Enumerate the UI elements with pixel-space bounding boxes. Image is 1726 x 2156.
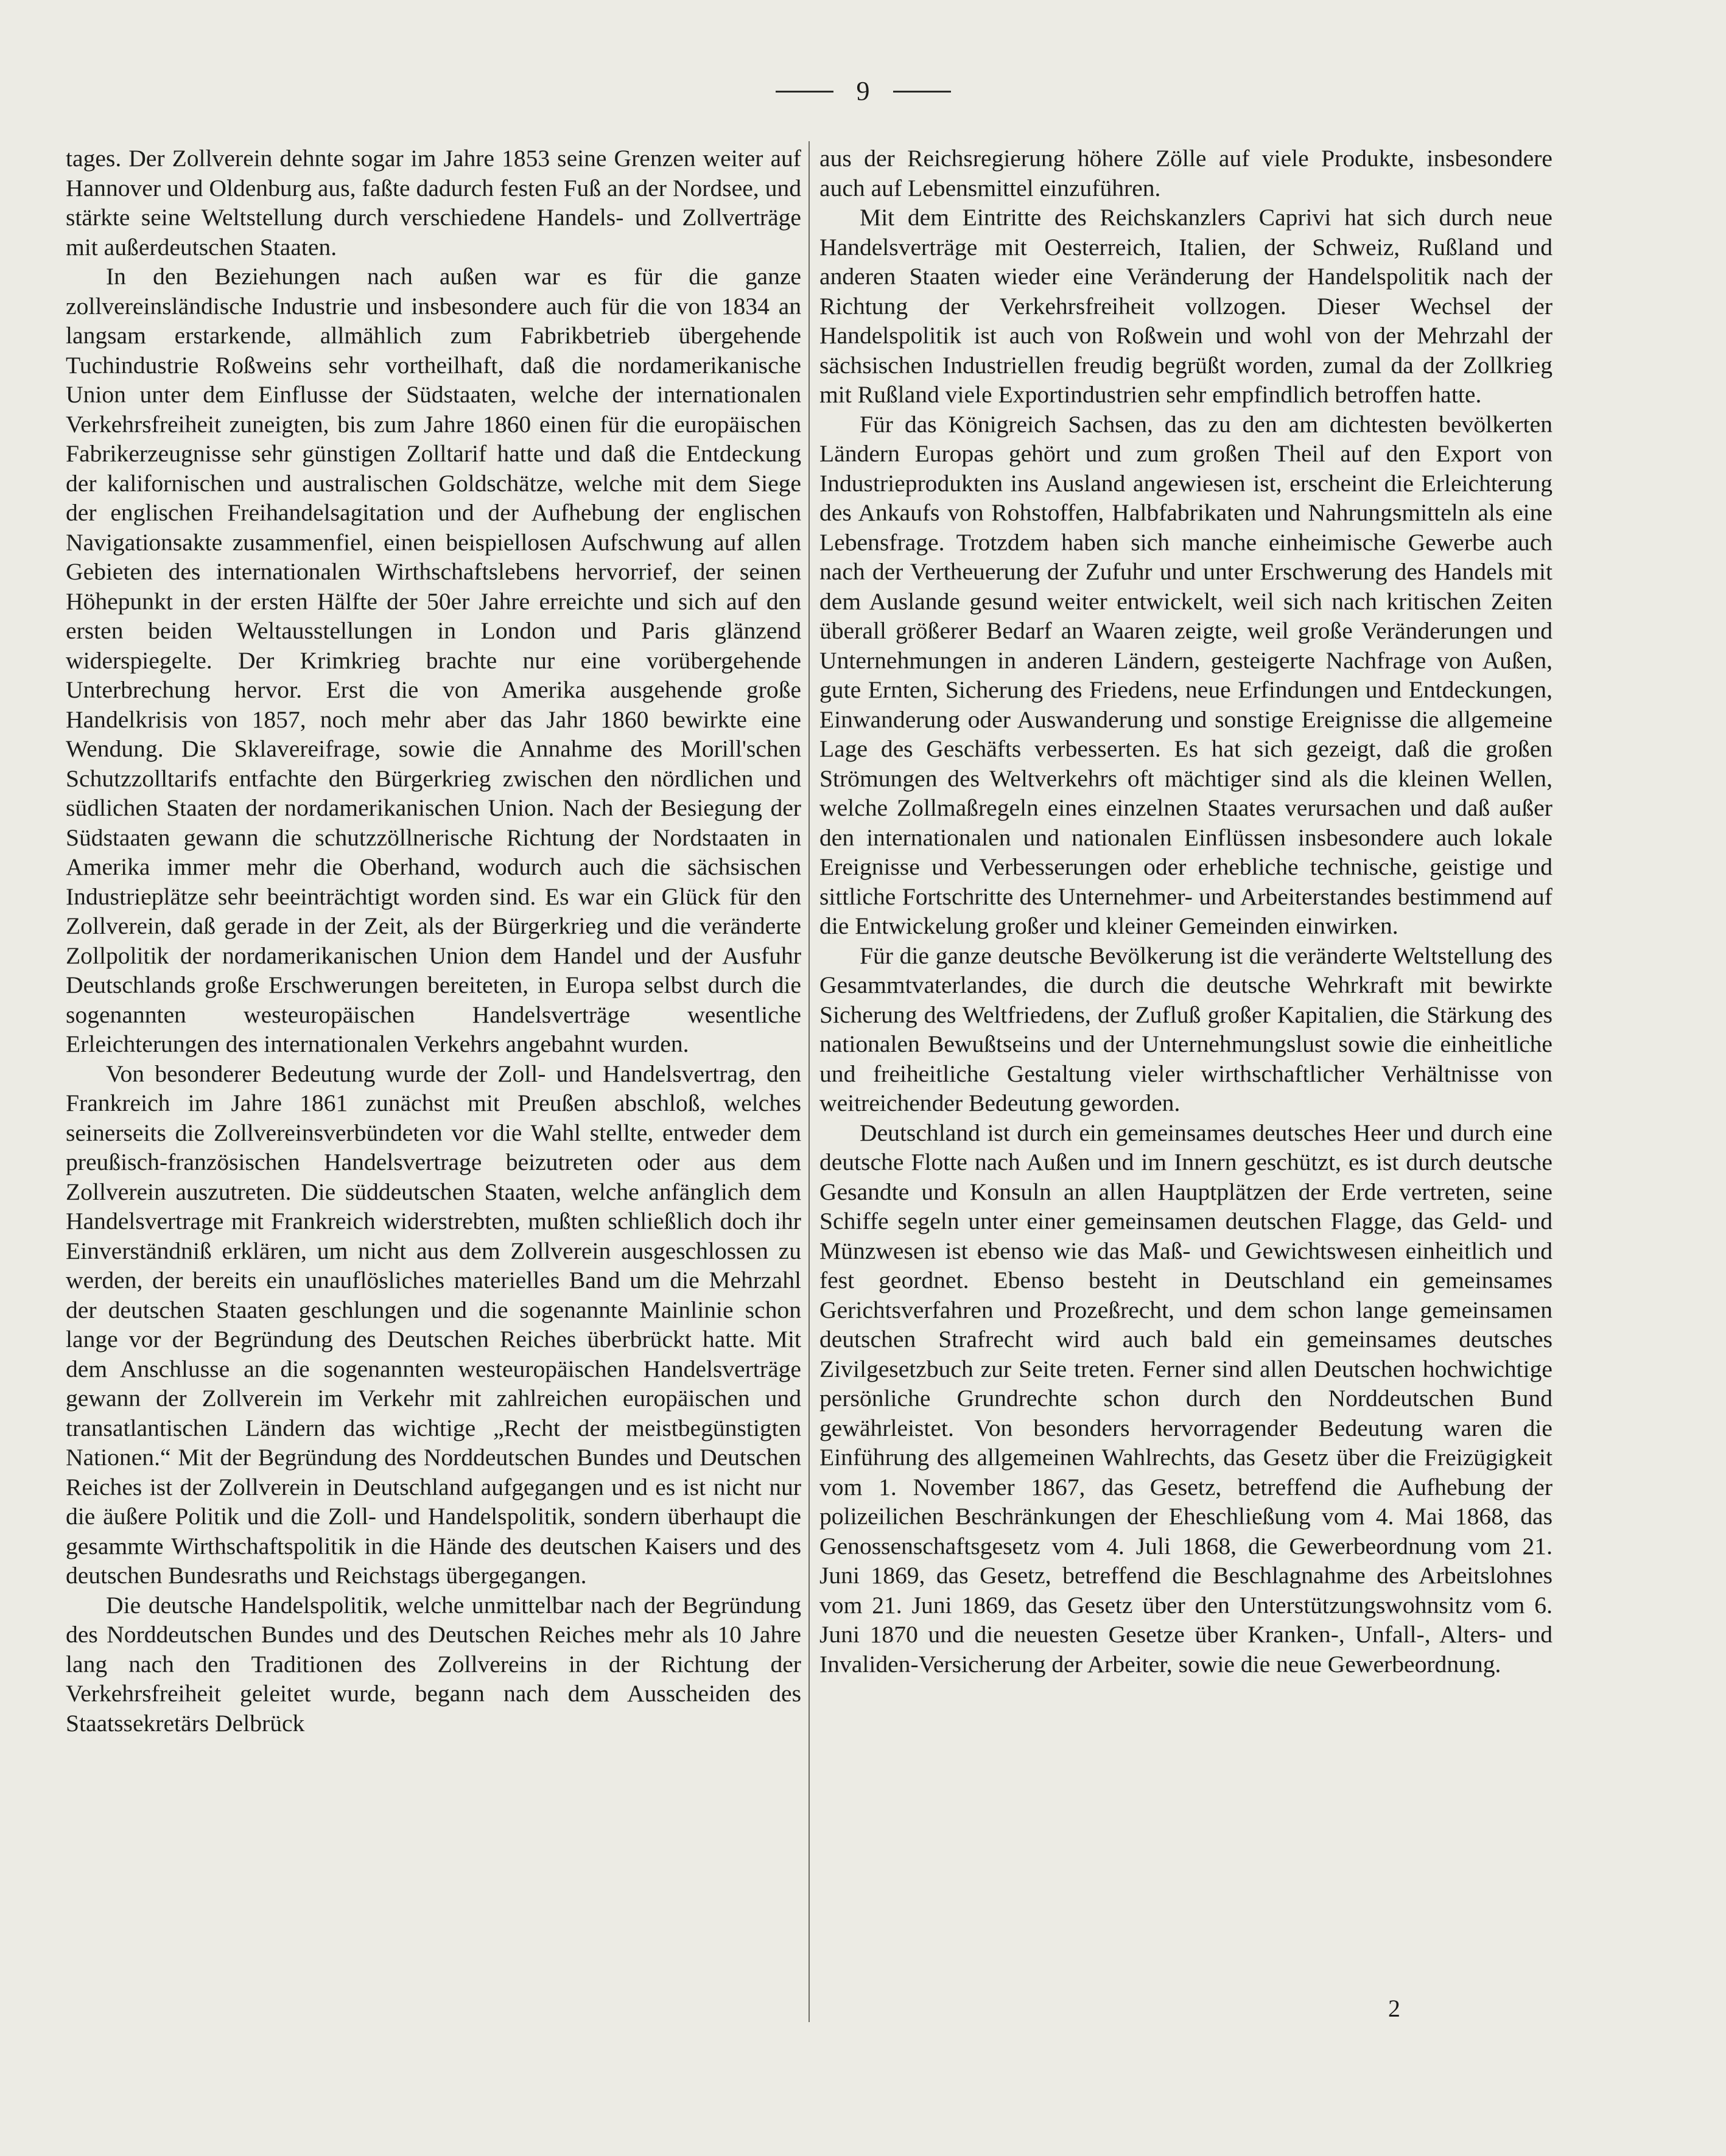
right-column [819,144,1552,1679]
paragraph: aus der Reichsregierung höhere Zölle auf viele Produkte, insbesondere auch auf Lebensmittel einzuführen. [819,145,1552,201]
paragraph: Für die ganze deutsche Bevölkerung ist die veränderte Weltstellung des Gesammtvaterlandes, die durch die deutsche Wehrkraft mit bewirkte Sicherung des Weltfriedens, der Zufluß großer Kapitalien, die Stärkung des nationalen Bewußtseins und der Unternehmungslust sowie die einheitliche und freiheitliche Gestaltung vieler wirthschaftlicher Verhältnisse von weitreichender Bedeutung geworden. [819,942,1552,1116]
header-rule-left [776,91,833,93]
paragraph: Für das Königreich Sachsen, das zu den am dichtesten bevölkerten Ländern Europas gehört und zum großen Theil auf den Export von Industrieprodukten ins Ausland angewiesen ist, erscheint die Erleichterung des Ankaufs von Rohstoffen, Halbfabrikaten und Nahrungsmitteln als eine Lebensfrage. Trotzdem haben sich manche einheimische Gewerbe auch nach der Vertheuerung der Zufuhr und unter Erschwerung des Handels mit dem Auslande gesund weiter entwickelt, weil sich nach kritischen Zeiten überall größerer Bedarf an Waaren zeigte, weil große Veränderungen und Unternehmungen in anderen Ländern, gesteigerte Nachfrage von Außen, gute Ernten, Sicherung des Friedens, neue Erfindungen und Entdeckungen, Einwanderung oder Auswanderung und sonstige Ereignisse die allgemeine Lage des Geschäfts verbesserten. Es hat sich gezeigt, daß die großen Strömungen des Weltverkehrs oft mächtiger sind als die kleinen Wellen, welche Zollmaßregeln eines einzelnen Staates verursachen und daß außer den internationalen und nationalen Einflüssen insbesondere auch lokale Ereignisse und Verbesserungen oder erhebliche technische, geistige und sittliche Fortschritte des Unternehmer- und Arbeiterstandes bestimmend auf die Entwickelung großer und kleiner Gemeinden einwirken. [819,410,1552,939]
page-header [0,78,1726,105]
paragraph: Die deutsche Handelspolitik, welche unmittelbar nach der Begründung des Norddeutschen Bundes und des Deutschen Reiches mehr als 10 Jahre lang nach den Traditionen des Zollvereins in der Richtung der Verkehrsfreiheit geleitet wurde, begann nach dem Ausscheiden des Staatssekretärs Delbrück [66,1591,801,1737]
header-rule-right [893,91,951,93]
paragraph: Von besonderer Bedeutung wurde der Zoll- und Handelsvertrag, den Frankreich im Jahre 1861 zunächst mit Preußen abschloß, welches seinerseits die Zollvereinsverbündeten vor die Wahl stellte, entweder dem preußisch-französischen Handelsvertrage beizutreten oder aus dem Zollverein auszutreten. Die süddeutschen Staaten, welche anfänglich dem Handelsvertrage mit Frankreich widerstrebten, mußten schließlich doch ihr Einverständniß erklären, um nicht aus dem Zollverein ausgeschlossen zu werden, der bereits ein unauflösliches materielles Band um die Mehrzahl der deutschen Staaten geschlungen und die sogenannte Mainlinie schon lange vor der Begründung des Deutschen Reiches überbrückt hatte. Mit dem Anschlusse an die sogenannten westeuropäischen Handelsverträge gewann der Zollverein im Verkehr mit zahlreichen europäischen und transatlantischen Ländern das wichtige „Recht der meistbegünstigten Nationen.“ Mit der Begründung des Norddeutschen Bundes und Deutschen Reiches ist der Zollverein in Deutschland aufgegangen und es ist nicht nur die äußere Politik und die Zoll- und Handelspolitik, sondern überhaupt die gesammte Wirthschaftspolitik in die Hände des deutschen Kaisers und des deutschen Bundesraths und Reichstags übergegangen. [66,1060,801,1589]
paragraph: Mit dem Eintritte des Reichskanzlers Caprivi hat sich durch neue Handelsverträge mit Oesterreich, Italien, der Schweiz, Rußland und anderen Staaten wieder eine Veränderung der Handelspolitik nach der Richtung der Verkehrsfreiheit vollzogen. Dieser Wechsel der Handelspolitik ist auch von Roßwein und wohl von der Mehrzahl der sächsischen Industriellen freudig begrüßt worden, zumal da der Zollkrieg mit Rußland viele Exportindustrien sehr empfindlich betroffen hatte. [819,204,1552,408]
signature-mark: 2 [1388,1995,1400,2022]
column-divider [809,141,810,2022]
page-number: 9 [856,76,870,106]
left-column [66,144,801,1738]
paragraph: In den Beziehungen nach außen war es für die ganze zollvereinsländische Industrie und insbesondere auch für die von 1834 an langsam erstarkende, allmählich zum Fabrikbetrieb übergehende Tuchindustrie Roßweins sehr vortheilhaft, daß die nordamerikanische Union unter dem Einflusse der Südstaaten, welche der internationalen Verkehrsfreiheit zuneigten, bis zum Jahre 1860 einen für die europäischen Fabrikerzeugnisse sehr günstigen Zolltarif hatte und daß die Entdeckung der kalifornischen und australischen Goldschätze, welche mit dem Siege der englischen Freihandelsagitation und der Aufhebung der englischen Navigationsakte zusammenfiel, einen beispiellosen Aufschwung auf allen Gebieten des internationalen Wirthschaftslebens hervorrief, der seinen Höhepunkt in der ersten Hälfte der 50er Jahre erreichte und sich auf den ersten beiden Weltausstellungen in London und Paris glänzend widerspiegelte. Der Krimkrieg brachte nur eine vorübergehende Unterbrechung hervor. Erst die von Amerika ausgehende große Handelkrisis von 1857, noch mehr aber das Jahr 1860 bewirkte eine Wendung. Die Sklavereifrage, sowie die Annahme des Morill'schen Schutzzolltarifs entfachte den Bürgerkrieg zwischen den nördlichen und südlichen Staaten der nordamerikanischen Union. Nach der Besiegung der Südstaaten gewann die schutzzöllnerische Richtung der Nordstaaten in Amerika immer mehr die Oberhand, wodurch auch die sächsischen Industrieplätze sehr beeinträchtigt worden sind. Es war ein Glück für den Zollverein, daß gerade in der Zeit, als der Bürgerkrieg und die veränderte Zollpolitik der nordamerikanischen Union dem Handel und der Ausfuhr Deutschlands große Erschwerungen bereiteten, in Europa selbst durch die sogenannten westeuropäischen Handelsverträge wesentliche Erleichterungen des internationalen Verkehrs angebahnt wurden. [66,263,801,1057]
paragraph: tages. Der Zollverein dehnte sogar im Jahre 1853 seine Grenzen weiter auf Hannover und Oldenburg aus, faßte dadurch festen Fuß an der Nordsee, und stärkte seine Weltstellung durch verschiedene Handels- und Zollverträge mit außerdeutschen Staaten. [66,145,801,261]
paragraph: Deutschland ist durch ein gemeinsames deutsches Heer und durch eine deutsche Flotte nach Außen und im Innern geschützt, es ist durch deutsche Gesandte und Konsuln an allen Hauptplätzen der Erde vertreten, seine Schiffe segeln unter einer gemeinsamen deutschen Flagge, das Geld- und Münzwesen ist ebenso wie das Maß- und Gewichtswesen einheitlich und fest geordnet. Ebenso besteht in Deutschland ein gemeinsames Gerichtsverfahren und Prozeßrecht, und dem schon lange gemeinsamen deutschen Strafrecht wird auch bald ein gemeinsames deutsches Zivilgesetzbuch zur Seite treten. Ferner sind allen Deutschen hochwichtige persönliche Grundrechte schon durch den Norddeutschen Bund gewährleistet. Von besonders hervorragender Bedeutung waren die Einführung des allgemeinen Wahlrechts, das Gesetz über die Freizügigkeit vom 1. November 1867, das Gesetz, betreffend die Aufhebung der polizeilichen Beschränkungen der Eheschließung vom 4. Mai 1868, das Genossenschaftsgesetz vom 4. Juli 1868, die Gewerbeordnung vom 21. Juni 1869, das Gesetz, betreffend die Beschlagnahme des Arbeitslohnes vom 21. Juni 1869, das Gesetz über den Unterstützungswohnsitz vom 6. Juni 1870 und die neuesten Gesetze über Kranken-, Unfall-, Alters- und Invaliden-Versicherung der Arbeiter, sowie die neue Gewerbeordnung. [819,1119,1552,1678]
